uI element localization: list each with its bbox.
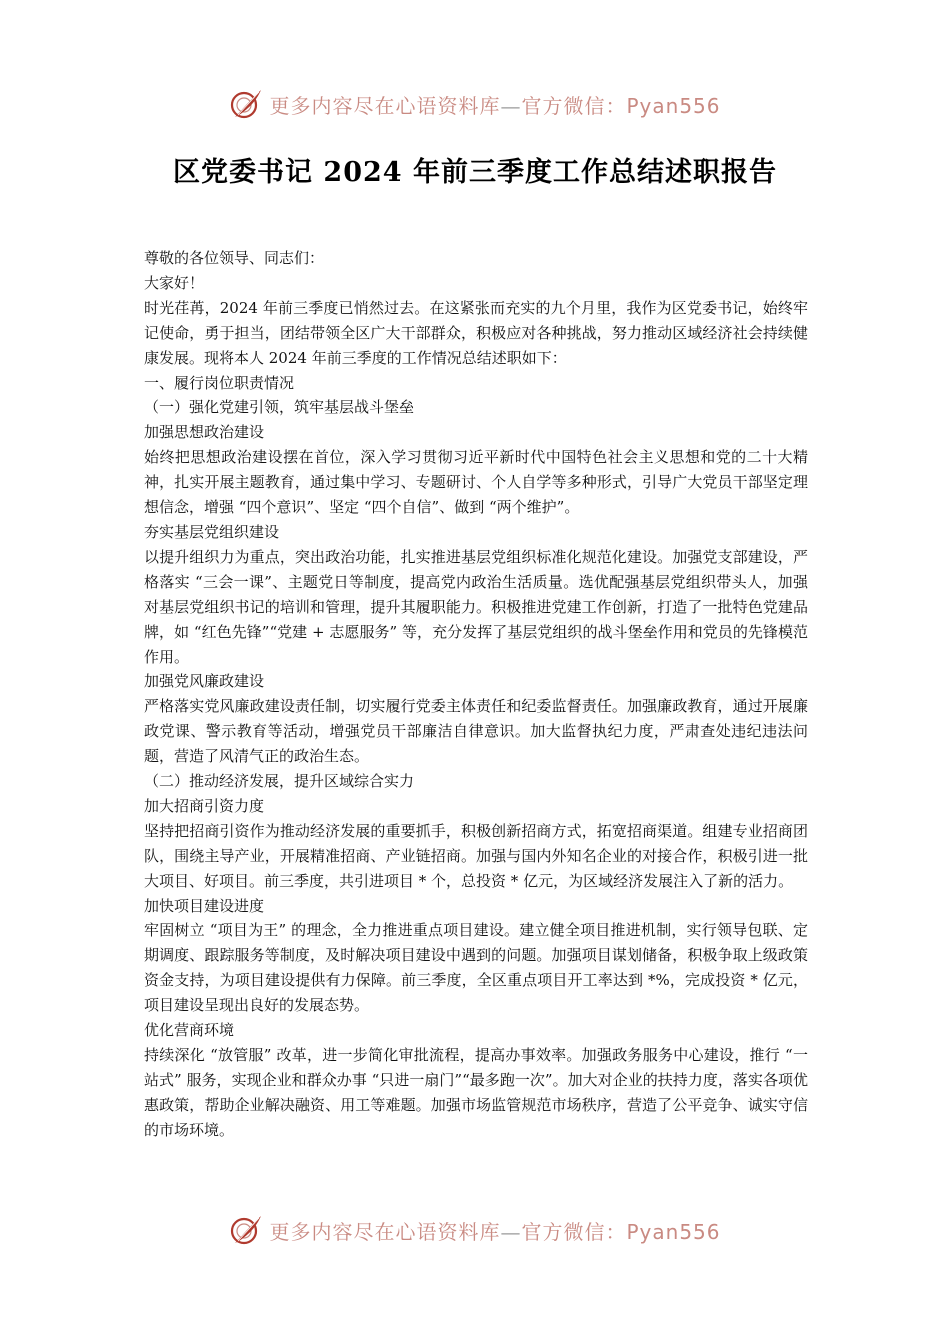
item-heading: 加快项目建设进度 — [144, 896, 265, 915]
body-paragraph: 以提升组织力为重点，突出政治功能，扎实推进基层党组织标准化规范化建设。加强党支部建设，严格落实 “三会一课”、主题党日等制度，提高党内政治生活质量。选优配强基层党组织带头人，加强对基层党组织书记的培训和管理，提升其履职能力。积极推进党建工作创新，打造了一批特色党建品牌，如 “红色先锋”“党建 + 志愿服务” 等，充分发挥了基层党组织的战斗堡垒作用和党员的先锋模范作用。 — [144, 547, 808, 666]
watermark-suffix: 官方微信： — [521, 1219, 627, 1244]
body-paragraph: 始终把思想政治建设摆在首位，深入学习贯彻习近平新时代中国特色社会主义思想和党的二十大精神，扎实开展主题教育，通过集中学习、专题研讨、个人自学等多种形式，引导广大党员干部坚定理想信念，增强 “四个意识”、坚定 “四个自信”、做到 “两个维护”。 — [144, 448, 808, 517]
document-title: 区党委书记 2024 年前三季度工作总结述职报告 — [173, 157, 777, 188]
feather-seal-icon — [229, 87, 263, 121]
watermark-text: 更多内容尽在心语资料库—官方微信：Pyan556 — [269, 1219, 721, 1244]
watermark-wechat-id: Pyan556 — [626, 93, 721, 118]
body-paragraph: 严格落实党风廉政建设责任制，切实履行党委主体责任和纪委监督责任。加强廉政教育，通过开展廉政党课、警示教育等活动，增强党员干部廉洁自律意识。加大监督执纪力度，严肃查处违纪违法问题，营造了风清气正的政治生态。 — [144, 697, 808, 766]
watermark-separator: — — [500, 93, 522, 118]
item-heading: 夯实基层党组织建设 — [144, 522, 280, 541]
greeting: 大家好！ — [144, 273, 205, 292]
document-body — [144, 246, 808, 1143]
item-heading: 加强思想政治建设 — [144, 423, 265, 442]
watermark-banner-top — [0, 82, 950, 126]
watermark-suffix: 官方微信： — [521, 93, 627, 118]
item-heading: 优化营商环境 — [144, 1021, 235, 1040]
section-heading: 一、履行岗位职责情况 — [144, 373, 295, 392]
body-paragraph: 牢固树立 “项目为王” 的理念，全力推进重点项目建设。建立健全项目推进机制，实行领导包联、定期调度、跟踪服务等制度，及时解决项目建设中遇到的问题。加强项目谋划储备，积极争取上级政策资金支持，为项目建设提供有力保障。前三季度，全区重点项目开工率达到 *%，完成投资 * 亿元，项目建设呈现出良好的发展态势。 — [144, 921, 808, 1015]
item-heading: 加大招商引资力度 — [144, 796, 265, 815]
subsection-heading: （一）强化党建引领，筑牢基层战斗堡垒 — [144, 398, 415, 417]
body-paragraph: 坚持把招商引资作为推动经济发展的重要抓手，积极创新招商方式，拓宽招商渠道。组建专业招商团队，围绕主导产业，开展精准招商、产业链招商。加强与国内外知名企业的对接合作，积极引进一批大项目、好项目。前三季度，共引进项目 * 个，总投资 * 亿元，为区域经济发展注入了新的活力。 — [144, 821, 808, 890]
watermark-wechat-id: Pyan556 — [626, 1219, 721, 1244]
salutation: 尊敬的各位领导、同志们： — [144, 249, 325, 267]
watermark-banner-bottom — [0, 1208, 950, 1252]
feather-seal-icon — [229, 1213, 263, 1247]
watermark-separator: — — [500, 1219, 522, 1244]
intro-paragraph: 时光荏苒，2024 年前三季度已悄然过去。在这紧张而充实的九个月里，我作为区党委书记，始终牢记使命，勇于担当，团结带领全区广大干部群众，积极应对各种挑战，努力推动区域经济社会持续健康发展。现将本人 2024 年前三季度的工作情况总结述职如下： — [144, 298, 808, 367]
item-heading: 加强党风廉政建设 — [144, 672, 265, 691]
watermark-text: 更多内容尽在心语资料库—官方微信：Pyan556 — [269, 93, 721, 118]
subsection-heading: （二）推动经济发展，提升区域综合实力 — [144, 772, 415, 791]
body-paragraph: 持续深化 “放管服” 改革，进一步简化审批流程，提高办事效率。加强政务服务中心建设，推行 “一站式” 服务，实现企业和群众办事 “只进一扇门”“最多跑一次”。加大对企业的扶持力度，落实各项优惠政策，帮助企业解决融资、用工等难题。加强市场监管规范市场秩序，营造了公平竞争、诚实守信的市场环境。 — [144, 1046, 808, 1139]
